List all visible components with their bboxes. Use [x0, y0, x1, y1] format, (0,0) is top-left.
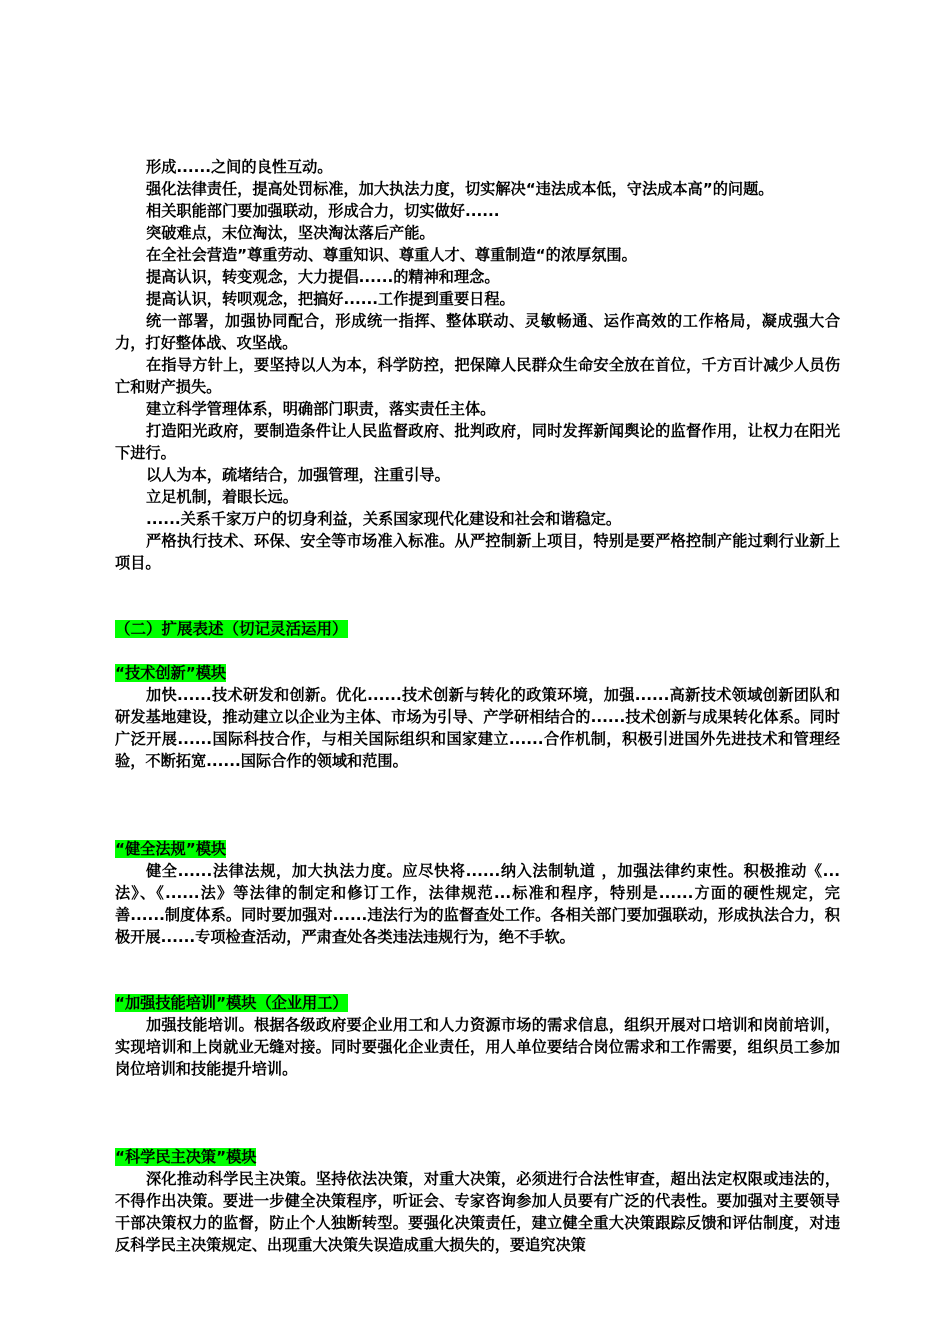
- module-skills-training: [115, 992, 840, 1080]
- module-title: “健全法规”模块: [115, 840, 227, 858]
- paragraph: 严格执行技术、环保、安全等市场准入标准。从严控制新上项目，特别是要严格控制产能过剩行业新上项目。: [115, 532, 840, 572]
- paragraph: 提高认识，转呗观念，把搞好......工作提到重要日程。: [146, 290, 515, 308]
- module-body: 加快......技术研发和创新。优化......技术创新与转化的政策环境，加强......高新技术领域创新团队和研发基地建设，推动建立以企业为主体、市场为引导、产学研相结合的......技术创新与成果转化体系。同时广泛开展......国际科技合作，与相关国际组织和国家建立......合作机制，积极引进国外先进技术和管理经验，不断拓宽......国际合作的领域和范围。: [115, 686, 840, 770]
- module-body: 健全......法律法规，加大执法力度。应尽快将......纳入法制轨道 ，加强法律约束性。积极推动《...法》、《......法》等法律的制定和修订工作，法律规范...标准和程序，特别是......方面的硬性规定，完善......制度体系。同时要加强对......违法行为的监督查处工作。各相关部门要加强联动，形成执法合力，积极开展......专项检查活动，严肃查处各类违法违规行为，绝不手软。: [115, 862, 840, 946]
- module-scientific-decision: [115, 1146, 840, 1256]
- module-body: 深化推动科学民主决策。坚持依法决策，对重大决策，必须进行合法性审查，超出法定权限或违法的，不得作出决策。要进一步健全决策程序，听证会、专家咨询参加人员要有广泛的代表性。要加强对主要领导干部决策权力的监督，防止个人独断转型。要强化决策责任，建立健全重大决策跟踪反馈和评估制度，对违反科学民主决策规定、出现重大决策失误造成重大损失的，要追究决策: [115, 1170, 840, 1254]
- module-title: “科学民主决策”模块: [115, 1148, 257, 1166]
- paragraph: 打造阳光政府，要制造条件让人民监督政府、批判政府，同时发挥新闻舆论的监督作用，让权力在阳光下进行。: [115, 422, 840, 462]
- section-title: （二）扩展表述（切记灵活运用）: [115, 620, 348, 638]
- module-title-row: [115, 992, 840, 1014]
- module-title: “加强技能培训”模块（企业用工）: [115, 994, 348, 1012]
- document-content: [115, 156, 840, 1256]
- module-title-row: [115, 662, 840, 684]
- top-paragraph-list: [115, 156, 840, 574]
- paragraph: 统一部署，加强协同配合，形成统一指挥、整体联动、灵敏畅通、运作高效的工作格局，凝成强大合力，打好整体战、攻坚战。: [115, 312, 840, 352]
- module-title-row: [115, 838, 840, 860]
- module-body: 加强技能培训。根据各级政府要企业用工和人力资源市场的需求信息，组织开展对口培训和岗前培训，实现培训和上岗就业无缝对接。同时要强化企业责任，用人单位要结合岗位需求和工作需要，组织员工参加岗位培训和技能提升培训。: [115, 1016, 840, 1078]
- paragraph: 在全社会营造”尊重劳动、尊重知识、尊重人才、尊重制造“的浓厚氛围。: [146, 246, 637, 264]
- paragraph: 强化法律责任，提高处罚标准，加大执法力度，切实解决“违法成本低，守法成本高”的问题。: [146, 180, 774, 198]
- paragraph: 提高认识，转变观念，大力提倡......的精神和理念。: [146, 268, 500, 286]
- paragraph: 形成......之间的良性互动。: [146, 158, 333, 176]
- paragraph: 立足机制，着眼长远。: [146, 488, 298, 506]
- paragraph: 突破难点，末位淘汰，坚决淘汰落后产能。: [146, 224, 435, 242]
- module-title-row: [115, 1146, 840, 1168]
- paragraph: ......关系千家万户的切身利益，关系国家现代化建设和社会和谐稳定。: [146, 510, 622, 528]
- module-technology-innovation: [115, 662, 840, 772]
- paragraph: 以人为本，疏堵结合，加强管理，注重引导。: [146, 466, 450, 484]
- paragraph: 建立科学管理体系，明确部门职责，落实责任主体。: [146, 400, 496, 418]
- paragraph: 在指导方针上，要坚持以人为本，科学防控，把保障人民群众生命安全放在首位，千方百计减少人员伤亡和财产损失。: [115, 356, 840, 396]
- module-legal-regulations: [115, 838, 840, 948]
- module-title: “技术创新”模块: [115, 664, 227, 682]
- paragraph: 相关职能部门要加强联动，形成合力，切实做好......: [146, 202, 500, 220]
- section-heading: [115, 618, 840, 640]
